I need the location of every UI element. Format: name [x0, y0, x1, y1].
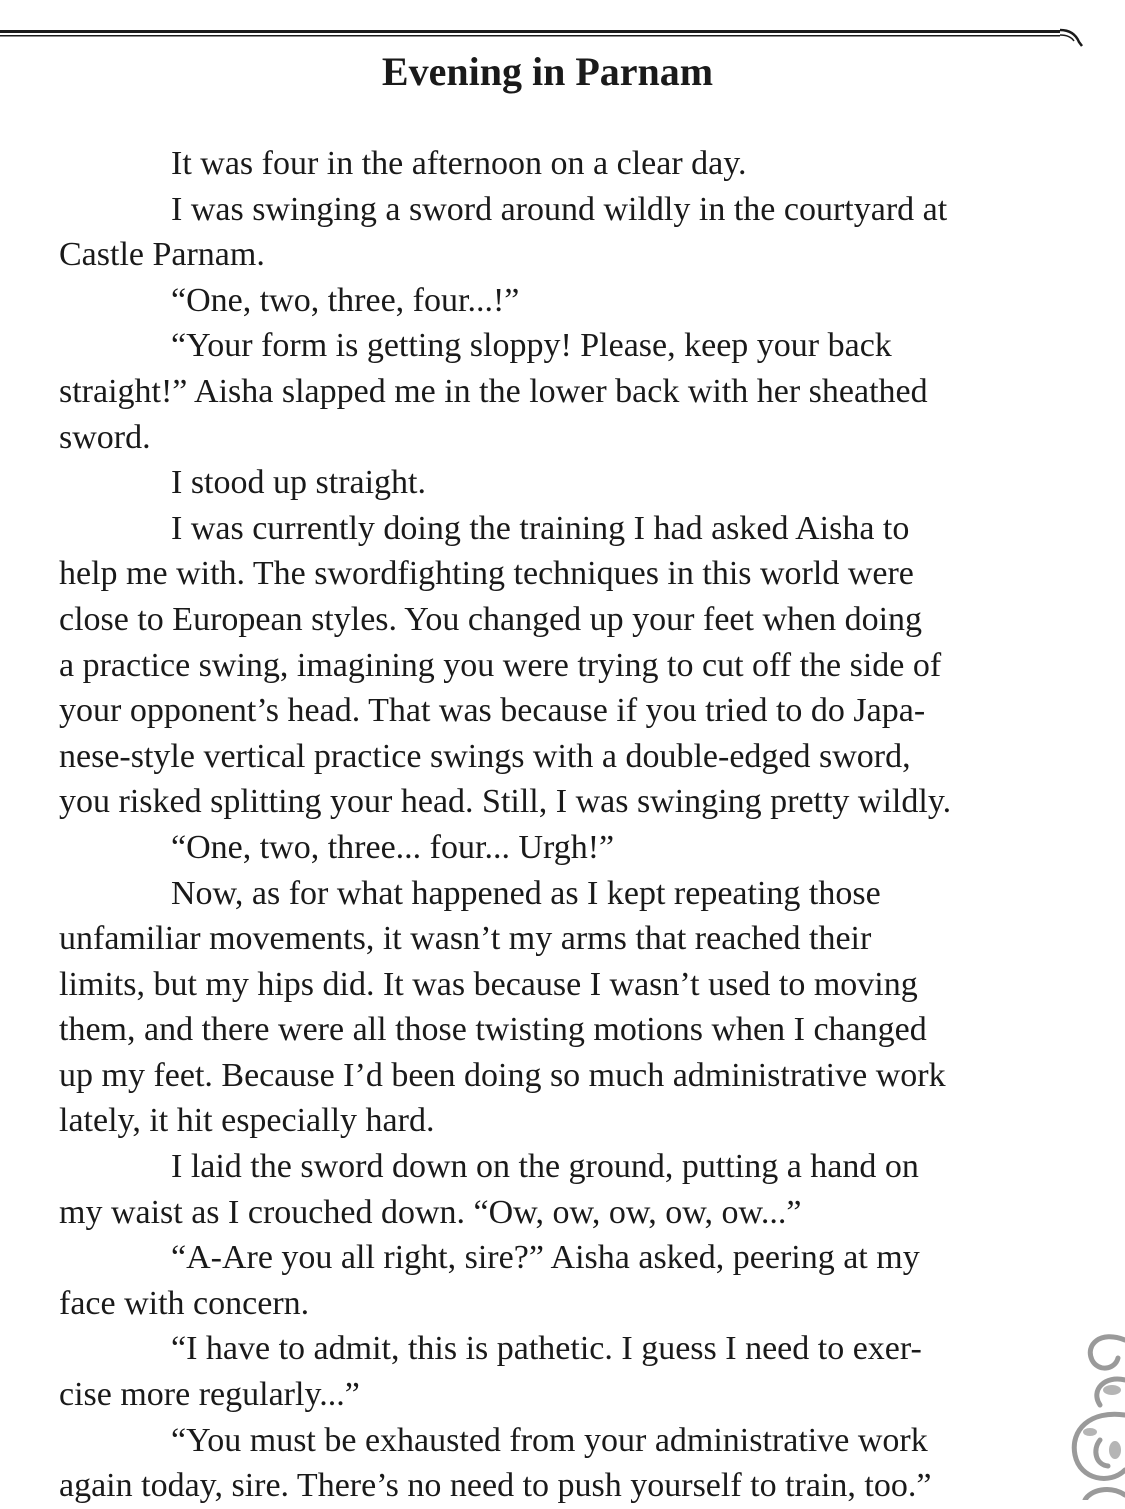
- paragraph: I was swinging a sword around wildly in the courtyard at Castle Parnam.: [59, 190, 948, 274]
- paragraph: Now, as for what happened as I kept repeating those unfamiliar movements, it wasn’t my arms that reached their limits, but my hips did. It was because I wasn’t used to moving them, and there were all those twisting motions when I changed up my feet. Because I’d been doing so much administrative work lately, it hit especially hard.: [59, 874, 946, 1140]
- paragraph: I stood up straight.: [171, 464, 426, 502]
- paragraph: “You must be exhausted from your administrative work again today, sire. There’s no need to push yourself to train, too.”: [59, 1421, 932, 1505]
- paragraph: It was four in the afternoon on a clear day.: [171, 145, 747, 182]
- paragraph: I was currently doing the training I had asked Aisha to help me with. The swordfighting techniques in this world were close to European styles. You changed up your feet when doing a practice swing, imagining you were trying to cut off the side of your opponent’s head. That was because if you tried to do Japa- nese-style vertical practice swings with a double-edged sword, you risked splitting your head. Still, I was swinging pretty wildly.: [59, 509, 952, 821]
- paragraph: “A-Are you all right, sire?” Aisha asked, peering at my face with concern.: [59, 1239, 920, 1322]
- chapter-title: Evening in Parnam: [381, 49, 714, 94]
- paragraph: “One, two, three, four...!”: [171, 281, 520, 319]
- flourish-ornament-icon: [1030, 1320, 1125, 1500]
- paragraph: I laid the sword down on the ground, putting a hand on my waist as I crouched down. “Ow, ow, ow, ow, ow...”: [59, 1148, 919, 1231]
- paragraph: “One, two, three... four... Urgh!”: [171, 828, 615, 866]
- body-text: [59, 141, 1044, 1509]
- paragraph: “Your form is getting sloppy! Please, keep your back straight!” Aisha slapped me in the lower back with her sheathed sword.: [59, 327, 928, 456]
- paragraph: “I have to admit, this is pathetic. I guess I need to exer- cise more regularly...”: [59, 1330, 922, 1414]
